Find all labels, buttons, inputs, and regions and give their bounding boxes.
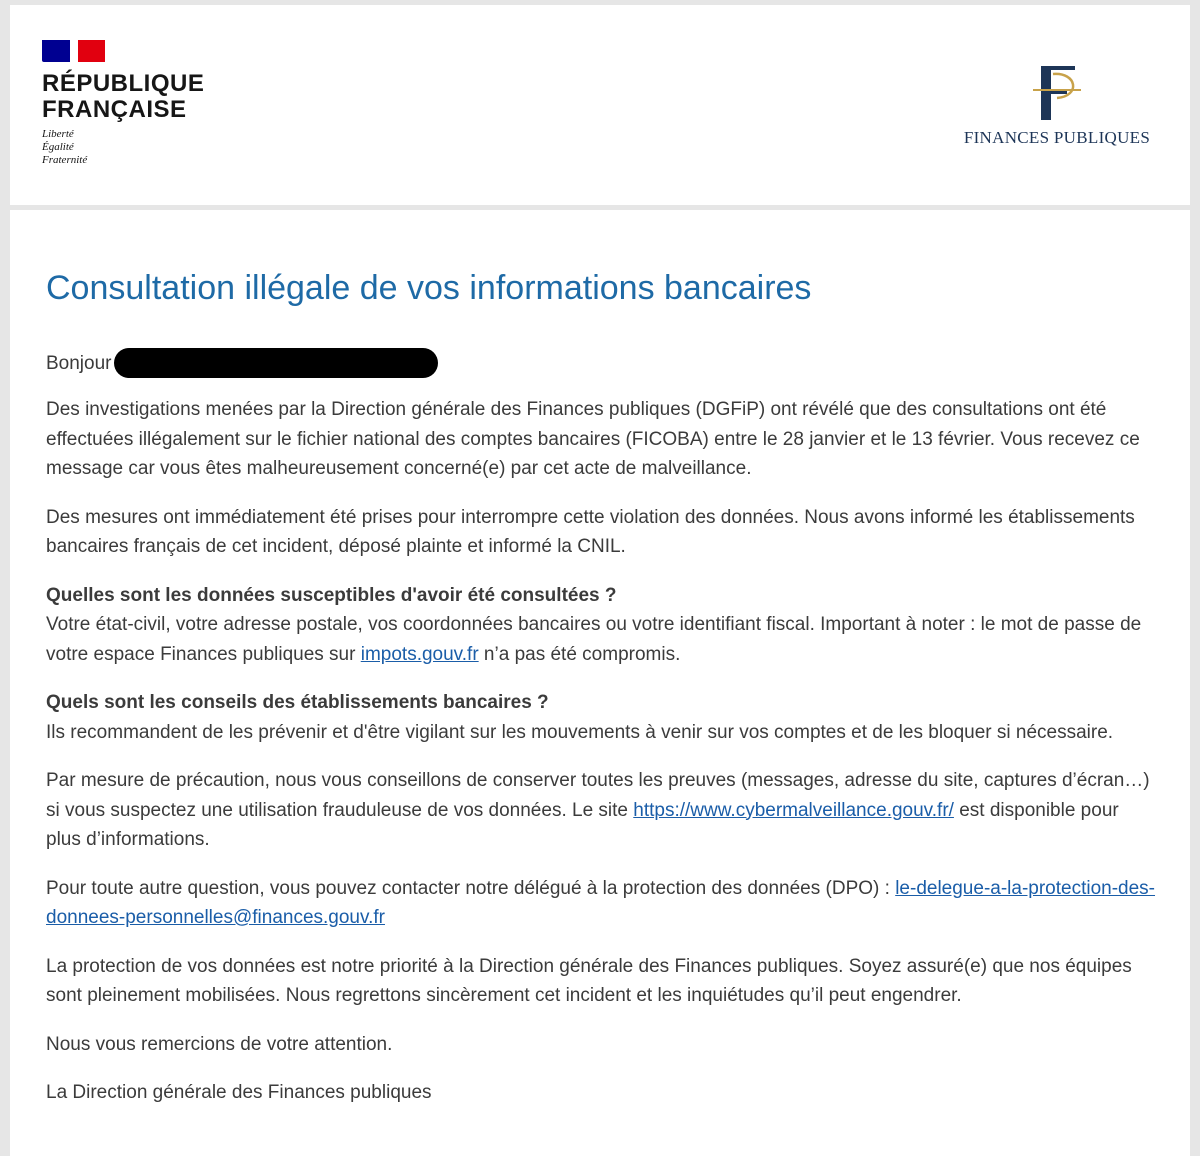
greeting	[46, 348, 1158, 378]
cybermalveillance-link[interactable]: https://www.cybermalveillance.gouv.fr/	[633, 799, 954, 821]
question-bank-advice: Quels sont les conseils des établissements bancaires ?	[46, 692, 549, 713]
paragraph-thanks: Nous vous remercions de votre attention.	[46, 1033, 393, 1055]
answer-data-consulted: Votre état-civil, votre adresse postale, vos coordonnées bancaires ou votre identifiant fiscal. Important à noter : le mot de passe de votre espace Finances publiques sur	[46, 614, 1142, 665]
paragraph-investigation: Des investigations menées par la Direction générale des Finances publiques (DGFiP) ont révélé que des consultations ont été effectuées illégalement sur le fichier national des comptes bancaires (FICOBA) entre le 28 janvier et le 13 février. Vous recevez ce message car vous êtes malheureusement concerné(e) par cet acte de malveillance.	[46, 399, 1140, 479]
impots-link[interactable]: impots.gouv.fr	[360, 643, 479, 665]
email-header	[10, 5, 1190, 205]
motto-egalite: Égalité	[42, 141, 74, 153]
precaution-text-end: est disponible pour plus d’informations.	[46, 799, 1119, 850]
answer-data-consulted-end: n’a pas été compromis.	[478, 643, 681, 665]
question-data-consulted: Quelles sont les données susceptibles d'avoir été consultées ?	[46, 584, 617, 606]
marianne-flag-icon	[42, 39, 204, 63]
paragraph-precaution	[46, 766, 1158, 855]
rf-title-line-1: RÉPUBLIQUE	[42, 70, 205, 97]
email-body	[10, 210, 1190, 1156]
republique-francaise-title	[42, 71, 204, 123]
rf-motto	[42, 128, 204, 167]
section-data-consulted	[46, 581, 1158, 670]
dpo-text: Pour toute autre question, vous pouvez contacter notre délégué à la protection des données (DPO) :	[46, 877, 896, 899]
answer-bank-advice: Ils recommandent de les prévenir et d'être vigilant sur les mouvements à venir sur vos comptes et de les bloquer si nécessaire.	[46, 721, 1114, 743]
motto-fraternite: Fraternité	[42, 154, 88, 166]
finances-publiques-label: FINANCES PUBLIQUES	[963, 128, 1151, 147]
signature: La Direction générale des Finances publiques	[46, 1082, 432, 1103]
motto-liberte: Liberté	[42, 128, 74, 140]
fp-monogram-icon	[1027, 60, 1087, 124]
greeting-text: Bonjour	[46, 352, 112, 374]
paragraph-priority: La protection de vos données est notre priorité à la Direction générale des Finances publiques. Soyez assuré(e) que nos équipes sont pleinement mobilisées. Nous regrettons sincèrement cet incident et les inquiétudes qu’il peut engendrer.	[46, 955, 1132, 1006]
redacted-name	[114, 348, 438, 378]
section-bank-advice	[46, 688, 1158, 747]
paragraph-dpo-contact	[46, 874, 1158, 933]
email-title: Consultation illégale de vos informations bancaires	[46, 269, 812, 307]
rf-title-line-2: FRANÇAISE	[42, 96, 187, 123]
finances-publiques-logo	[962, 60, 1152, 148]
dpo-email-link[interactable]: le-delegue-a-la-protection-des-donnees-personnelles@finances.gouv.fr	[46, 877, 1156, 928]
republique-francaise-logo	[42, 39, 204, 167]
precaution-text: Par mesure de précaution, nous vous conseillons de conserver toutes les preuves (messages, adresse du site, captures d’écran…) si vous suspectez une utilisation frauduleuse de vos données. Le site	[46, 770, 1150, 821]
paragraph-measures: Des mesures ont immédiatement été prises pour interrompre cette violation des données. Nous avons informé les établissements bancaires français de cet incident, déposé plainte et informé la CNIL.	[46, 506, 1135, 557]
